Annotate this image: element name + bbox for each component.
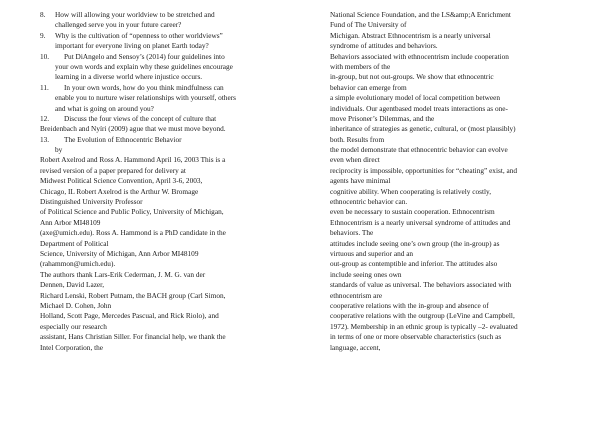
line-text: Robert Axelrod and Ross A. Hammond April 16, 2003 This is a [40,155,226,165]
left-line [40,332,302,342]
question-number: 11. [40,82,49,92]
line-text: especially our research [40,321,107,331]
left-line [40,83,302,93]
right-line: even when direct [330,155,380,165]
left-line [40,20,302,30]
right-line: standards of value as universal. The behaviors associated with [330,280,512,290]
line-text: Richard Lenski, Robert Putnam, the BACH group (Carl Simon, [40,290,226,300]
right-line: a simple evolutionary model of local competition between [330,93,501,103]
left-line [40,239,302,249]
line-text: Breidenbach and Nyíri (2009) ague that we must move beyond. [40,124,226,134]
left-line [40,41,302,51]
right-line: in-group, but not out-groups. We show that ethnocentric [330,72,494,82]
right-line: Ethnocentrism is a nearly universal syndrome of attitudes and [330,217,511,227]
left-line [40,322,302,332]
right-line: the model demonstrate that ethnocentric behavior can evolve [330,145,508,155]
line-text: Distinguished University Professor [40,197,143,207]
line-text: (axe@umich.edu). Ross A. Hammond is a PhD candidate in the [40,228,226,238]
right-line: attitudes include seeing one’s own group (the in-group) as [330,238,500,248]
left-line [40,176,302,186]
line-text: assistant, Hans Christian Siller. For financial help, we thank the [40,332,226,342]
left-line [40,114,302,124]
line-text: Science, University of Michigan, Ann Arbor MI48109 [40,248,199,258]
question-number: 9. [40,30,46,40]
line-text: enable you to nurture wiser relationships with yourself, others [55,93,236,103]
left-line [40,301,302,311]
left-line [40,52,302,62]
left-line [40,104,302,114]
right-line: both. Results from [330,134,385,144]
question-number: 12. [40,113,50,123]
right-line: Michigan. Abstract Ethnocentrism is a nearly universal [330,30,491,40]
right-line: inheritance of strategies as genetic, cultural, or (most plausibly) [330,124,516,134]
left-line [40,124,302,134]
line-text: Why is the cultivation of “openness to other worldviews” [55,30,223,40]
right-line: virtuous and superior and an [330,248,414,258]
right-line: syndrome of attitudes and behaviors. [330,41,438,51]
right-line: move Prisoner’s Dilemmas, and the [330,113,435,123]
right-line: Behaviors associated with ethnocentrism include cooperation [330,51,509,61]
line-text: challenged serve you in your future career? [55,20,182,30]
left-line [40,145,302,155]
left-line [40,187,302,197]
left-line [40,280,302,290]
left-line [40,155,302,165]
line-text: learning in a diverse world where injustice occurs. [55,72,203,82]
line-text: your own words and explain why these guidelines encourage [55,61,233,71]
line-text: How will allowing your worldview to be stretched and [55,10,215,19]
line-text: revised version of a paper prepared for delivery at [40,165,186,175]
left-line [40,249,302,259]
right-line: ethnocentric behavior can. [330,197,408,207]
left-line [40,311,302,321]
left-line [40,228,302,238]
left-line [40,93,302,103]
right-line: behaviors. The [330,228,374,238]
right-column [330,10,562,353]
line-text: Department of Political [40,238,109,248]
line-text: and what is going on around you? [55,103,154,113]
right-line: behavior can emerge from [330,82,407,92]
left-line [40,207,302,217]
line-text: The Evolution of Ethnocentric Behavior [64,134,182,144]
line-text: Holland, Scott Page, Mercedes Pascual, and Rick Riolo), and [40,311,219,321]
left-line [40,31,302,41]
right-line: cooperative relations with the outgroup (LeVine and Campbell, [330,311,515,321]
right-line: Fund of The University of [330,20,407,30]
right-line: even be necessary to sustain cooperation. Ethnocentrism [330,207,495,217]
left-line [40,72,302,82]
question-number: 13. [40,134,50,144]
line-text: by [55,145,63,155]
line-text: Chicago, IL Robert Axelrod is the Arthur W. Bromage [40,186,199,196]
left-line [40,135,302,145]
line-text: important for everyone living on planet Earth today? [55,41,209,51]
left-line [40,197,302,207]
question-number: 8. [40,10,46,19]
right-line: agents have minimal [330,176,391,186]
left-line [40,218,302,228]
line-text: The authors thank Lars-Erik Cederman, J. M. G. van der [40,269,206,279]
left-line [40,10,302,20]
line-text: Discuss the four views of the concept of culture that [64,113,217,123]
line-text: Michael D. Cohen, John [40,300,112,310]
line-text: Dennen, David Lazer, [40,280,105,290]
right-line: out-group as contemptible and inferior. The attitudes also [330,259,498,269]
left-line [40,343,302,353]
right-line: National Science Foundation, and the LS&amp;A Enrichment [330,10,511,19]
right-line: cognitive ability. When cooperating is relatively costly, [330,186,492,196]
line-text: Intel Corporation, the [40,342,104,352]
right-line: reciprocity is impossible, opportunities for “cheating” exist, and [330,165,518,175]
line-text: of Political Science and Public Policy, University of Michigan, [40,207,224,217]
line-text: Midwest Political Science Convention, April 3-6, 2003, [40,176,203,186]
line-text: Ann Arbor MI48109 [40,217,101,227]
right-line: 1972). Membership in an ethnic group is typically –2- evaluated [330,321,518,331]
left-column [40,10,302,353]
left-line [40,259,302,269]
question-number: 10. [40,51,50,61]
right-line: include seeing ones own [330,269,402,279]
left-line [40,270,302,280]
line-text: (rahammon@umich.edu). [40,259,116,269]
line-text: Put DiAngelo and Sensoy’s (2014) four guidelines into [64,51,225,61]
left-line [40,62,302,72]
right-line: individuals. Our agentbased model treats interactions as one- [330,103,508,113]
left-line [40,291,302,301]
left-line [40,166,302,176]
right-line: ethnocentrism are [330,290,383,300]
right-line: with members of the [330,61,391,71]
right-line: in terms of one or more observable characteristics (such as [330,332,502,342]
line-text: In your own words, how do you think mindfulness can [64,82,224,92]
right-line: cooperative relations with the in-group and absence of [330,300,489,310]
right-line: language, accent, [330,342,381,352]
